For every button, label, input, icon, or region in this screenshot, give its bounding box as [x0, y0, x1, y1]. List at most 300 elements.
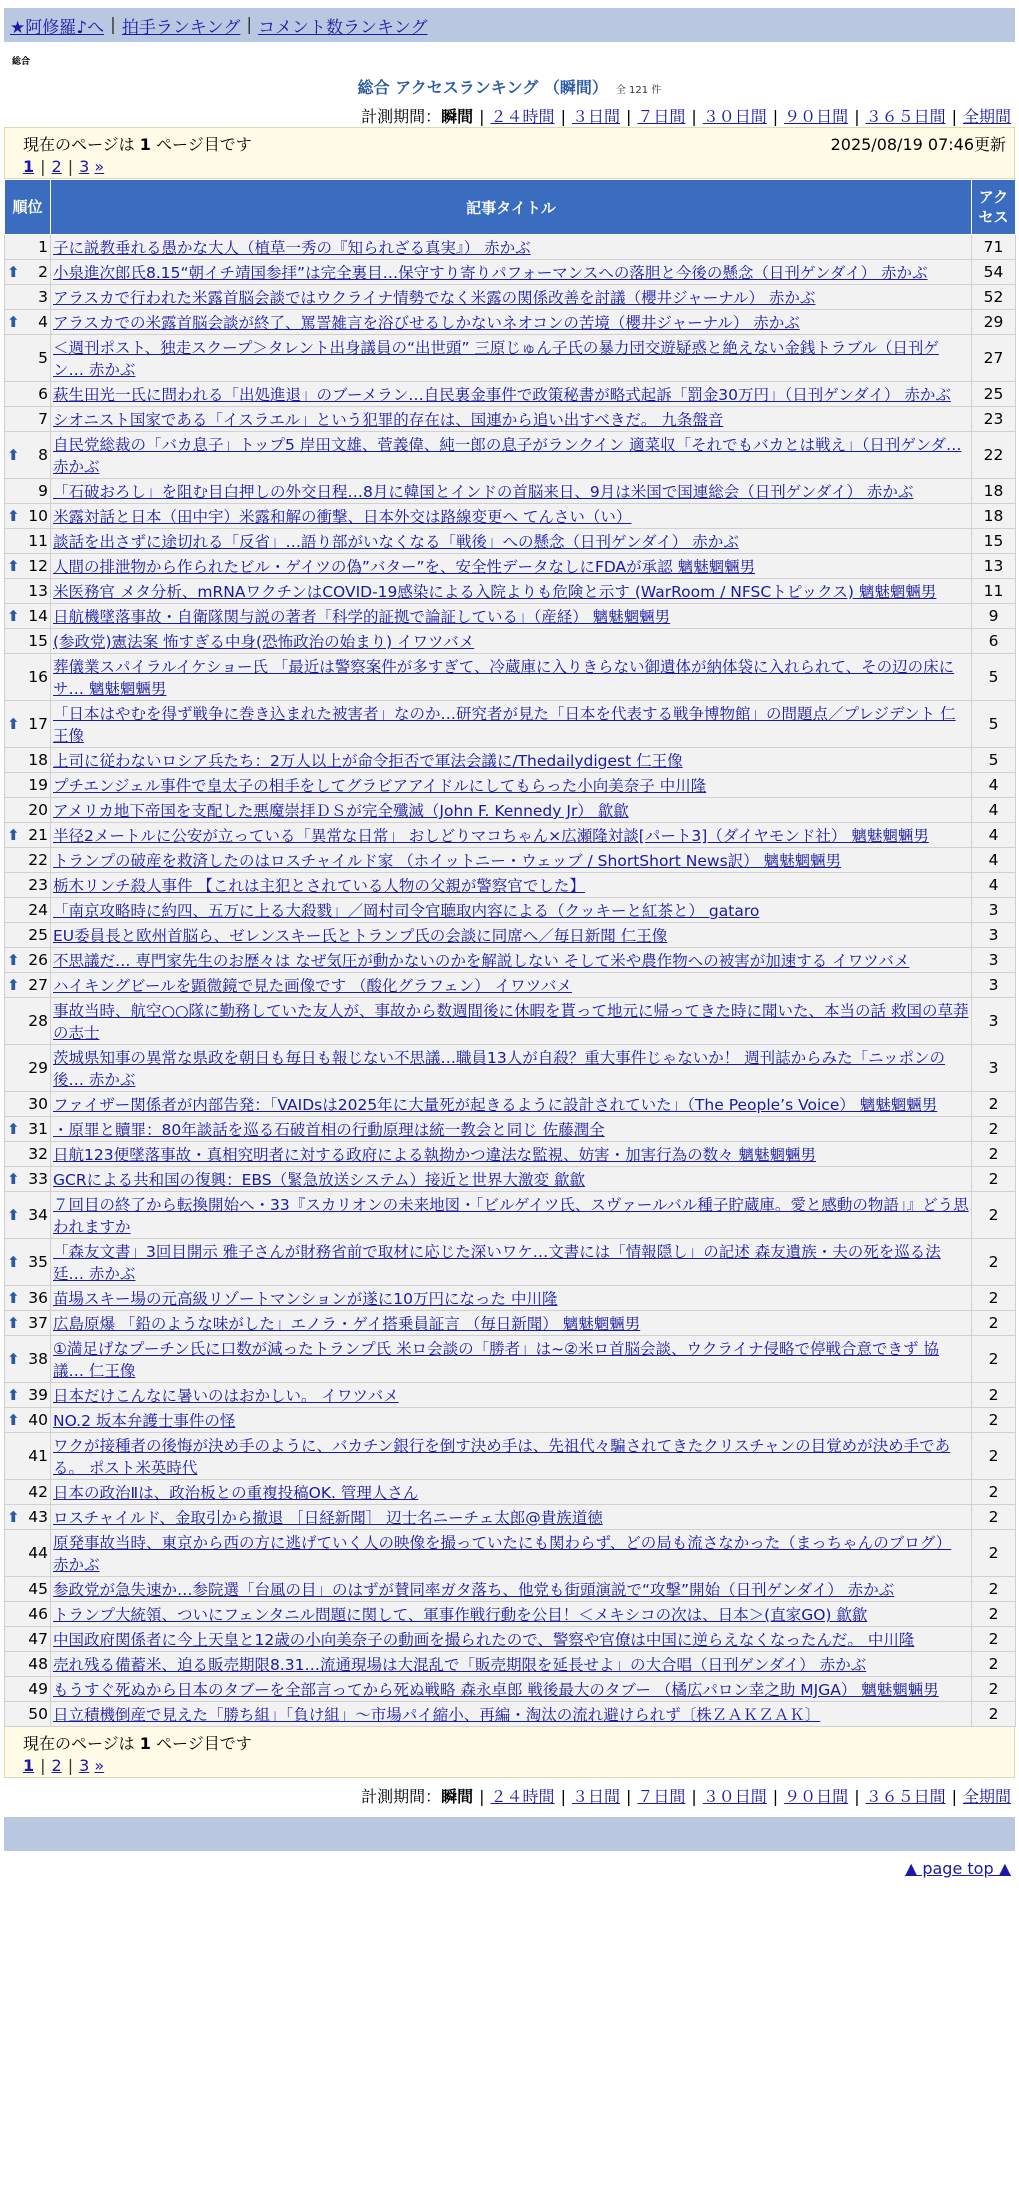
up-arrow-icon: ⬆ — [7, 1120, 20, 1138]
rank-number: 10 — [28, 507, 48, 525]
rank-cell — [5, 1505, 51, 1530]
table-row — [5, 604, 1016, 629]
period-link-1[interactable]: ３日間 — [571, 107, 620, 126]
period-link-4[interactable]: ９０日間 — [784, 1787, 849, 1806]
up-arrow-icon: ⬆ — [7, 1350, 20, 1368]
rank-cell — [5, 235, 51, 260]
access-count: 23 — [972, 407, 1016, 432]
rank-number: 36 — [28, 1289, 48, 1307]
rank-number: 20 — [28, 801, 48, 819]
period-link-6[interactable]: 全期間 — [962, 107, 1011, 126]
article-link[interactable]: ファイザー関係者が内部告発：「VAIDsは2025年に大量死が起きるように設計されていた」（The People’s Voice） 魑魅魍魎男 — [53, 1096, 938, 1114]
article-link[interactable]: 日航機墜落事故・自衛隊関与説の著者「科学的証拠で論証している」（産経） 魑魅魍魎男 — [53, 608, 671, 626]
period-separator: | — [625, 107, 632, 126]
period-separator: | — [560, 1787, 566, 1806]
up-arrow-icon: ⬆ — [7, 1170, 20, 1188]
table-row — [5, 1408, 1016, 1433]
pager-next-link[interactable]: » — [94, 1756, 105, 1775]
rank-cell — [5, 1627, 51, 1652]
page-info-row — [23, 132, 1006, 155]
rank-number: 43 — [28, 1508, 48, 1526]
article-link[interactable]: 談話を出さずに途切れる「反省」…語り部がいなくなる「戦後」への懸念（日刊ゲンダイ） 赤かぶ — [53, 533, 739, 551]
up-arrow-icon: ⬆ — [7, 607, 20, 625]
period-separator: | — [691, 107, 697, 126]
table-header-row — [5, 180, 1016, 235]
access-count: 29 — [972, 310, 1016, 335]
table-row — [5, 1577, 1016, 1602]
access-count: 4 — [972, 823, 1016, 848]
pagination — [23, 157, 1006, 176]
article-link[interactable]: 自民党総裁の「バカ息子」トップ5 岸田文雄、菅義偉、純一郎の息子がランクイン 適菜収「それでもバカとは戦え」（日刊ゲンダ… 赤かぶ — [53, 436, 962, 476]
rank-number: 30 — [28, 1095, 48, 1113]
article-link[interactable]: 小泉進次郎氏8.15“朝イチ靖国参拝”は完全裏目…保守すり寄りパフォーマンスへの落胆と今後の懸念（日刊ゲンダイ） 赤かぶ — [53, 264, 928, 282]
rank-cell — [5, 1577, 51, 1602]
article-link[interactable]: 不思議だ… 専門家先生のお歴々は なぜ気圧が動かないのかを解説しない そして米や農作物への被害が加速する イワツバメ — [53, 952, 910, 970]
access-count: 3 — [972, 923, 1016, 948]
period-separator: | — [772, 1787, 779, 1806]
article-link[interactable]: 原発事故当時、東京から西の方に逃げていく人の映像を撮っていたにも関わらず、どの局も流さなかった（まっちゃんのブログ） 赤かぶ — [53, 1534, 952, 1574]
table-row — [5, 479, 1016, 504]
access-count: 15 — [972, 529, 1016, 554]
rank-number: 42 — [28, 1483, 48, 1501]
home-link[interactable]: ★阿修羅♪へ — [10, 17, 105, 38]
rank-number: 27 — [28, 976, 48, 994]
title-cell — [51, 260, 972, 285]
period-link-3[interactable]: ３０日間 — [702, 107, 767, 126]
table-row — [5, 579, 1016, 604]
rank-number: 49 — [28, 1680, 48, 1698]
access-count: 4 — [972, 848, 1016, 873]
period-link-0[interactable]: ２４時間 — [490, 107, 555, 126]
current-page-prefix: 現在のページは — [23, 1734, 140, 1753]
title-cell — [51, 1383, 972, 1408]
article-link[interactable]: ・原罪と贖罪：80年談話を巡る石破首相の行動原理は統一教会と同じ 佐藤潤全 — [53, 1121, 605, 1139]
rank-cell — [5, 1702, 51, 1727]
pager-next-link[interactable]: » — [94, 157, 105, 176]
table-row — [5, 260, 1016, 285]
rank-cell — [5, 260, 51, 285]
article-link[interactable]: NO.2 坂本弁護士事件の怪 — [53, 1412, 236, 1430]
access-count: 2 — [972, 1383, 1016, 1408]
access-count: 2 — [972, 1092, 1016, 1117]
period-link-5[interactable]: ３６５日間 — [865, 107, 946, 126]
title-cell — [51, 923, 972, 948]
article-link[interactable]: ７回目の終了から転換開始へ・33『スカリオンの未来地図・「ビルゲイツ氏、スヴァールバル種子貯蔵庫。愛と感動の物語」』どう思われますか — [53, 1196, 969, 1236]
table-row — [5, 898, 1016, 923]
access-count: 54 — [972, 260, 1016, 285]
rank-cell — [5, 285, 51, 310]
period-label: 計測期間： — [361, 107, 442, 126]
article-link[interactable]: 苗場スキー場の元高級リゾートマンションが遂に10万円になった 中川隆 — [53, 1290, 558, 1308]
table-row — [5, 529, 1016, 554]
page-top-area — [0, 1859, 1011, 1878]
rank-number: 13 — [28, 582, 48, 600]
title-cell — [51, 773, 972, 798]
title-cell — [51, 1192, 972, 1239]
access-count: 2 — [972, 1239, 1016, 1286]
rank-cell — [5, 873, 51, 898]
article-link[interactable]: アメリカ地下帝国を支配した悪魔崇拝ＤＳが完全殲滅（John F. Kennedy Jr） 歙歙 — [53, 802, 629, 820]
rank-cell — [5, 1286, 51, 1311]
rank-cell — [5, 529, 51, 554]
table-row — [5, 432, 1016, 479]
access-count: 27 — [972, 335, 1016, 382]
article-link[interactable]: 売れ残る備蓄米、迫る販売期限8.31…流通現場は大混乱で「販売期限を延長せよ」の大合唱（日刊ゲンダイ） 赤かぶ — [53, 1656, 867, 1674]
title-cell — [51, 235, 972, 260]
article-link[interactable]: プチエンジェル事件で皇太子の相手をしてグラビアアイドルにしてもらった小向美奈子 中川隆 — [53, 777, 707, 795]
rank-cell — [5, 504, 51, 529]
rank-cell — [5, 701, 51, 748]
article-link[interactable]: シオニスト国家である「イスラエル」という犯罪的存在は、国連から追い出すべきだ。 九条盤音 — [53, 411, 724, 429]
article-link[interactable]: 米露対話と日本（田中宇）米露和解の衝撃、日本外交は路線変更へ てんさい（い） — [53, 508, 632, 526]
current-page-number: 1 — [139, 135, 151, 154]
rank-number: 9 — [38, 482, 48, 500]
title-cell — [51, 554, 972, 579]
access-count: 2 — [972, 1577, 1016, 1602]
top-nav-bar — [4, 8, 1015, 42]
pager-link-2[interactable]: 2 — [51, 1756, 62, 1775]
title-cell — [51, 1286, 972, 1311]
title-cell — [51, 479, 972, 504]
access-count: 2 — [972, 1480, 1016, 1505]
table-row — [5, 948, 1016, 973]
period-separator: | — [560, 107, 566, 126]
title-cell — [51, 432, 972, 479]
article-link[interactable]: 米医務官 メタ分析、mRNAワクチンはCOVID-19感染による入院よりも危険と示す (WarRoom / NFSCトピックス) 魑魅魍魎男 — [53, 583, 937, 601]
rank-cell — [5, 1045, 51, 1092]
rank-cell — [5, 1117, 51, 1142]
access-count: 2 — [972, 1336, 1016, 1383]
rank-cell — [5, 407, 51, 432]
pager-current-page[interactable]: 1 — [23, 157, 35, 176]
rank-cell — [5, 1142, 51, 1167]
access-count: 6 — [972, 629, 1016, 654]
access-count: 3 — [972, 948, 1016, 973]
page-title — [4, 75, 1015, 98]
table-row — [5, 504, 1016, 529]
updated-timestamp: 2025/08/19 07:46更新 — [830, 135, 1006, 154]
period-separator: | — [951, 1787, 957, 1806]
period-separator: | — [479, 1787, 485, 1806]
table-row — [5, 1505, 1016, 1530]
access-count: 9 — [972, 604, 1016, 629]
access-count: 5 — [972, 654, 1016, 701]
title-cell — [51, 604, 972, 629]
up-arrow-icon: ⬆ — [7, 1314, 20, 1332]
article-link[interactable]: 「日本はやむを得ず戦争に巻き込まれた被害者」なのか…研究者が見た「日本を代表する戦争博物館」の問題点／プレジデント 仁王像 — [53, 705, 956, 745]
title-header: 記事タイトル — [51, 180, 972, 235]
nav-separator: | — [110, 15, 116, 35]
rank-cell — [5, 923, 51, 948]
table-row — [5, 1652, 1016, 1677]
article-link[interactable]: 参政党が急失速か…参院選「台風の目」のはずが賛同率ガタ落ち、他党も街頭演説で“攻撃”開始（日刊ゲンダイ） 赤かぶ — [53, 1581, 895, 1599]
rank-cell — [5, 998, 51, 1045]
title-cell — [51, 1530, 972, 1577]
table-row — [5, 1239, 1016, 1286]
rank-cell — [5, 948, 51, 973]
rank-number: 40 — [28, 1411, 48, 1429]
access-count: 3 — [972, 998, 1016, 1045]
title-cell — [51, 1480, 972, 1505]
period-separator: | — [772, 107, 779, 126]
title-cell — [51, 1577, 972, 1602]
rank-number: 46 — [28, 1605, 48, 1623]
table-row — [5, 1286, 1016, 1311]
period-link-2[interactable]: ７日間 — [637, 107, 686, 126]
article-link[interactable]: ロスチャイルド、金取引から撤退 ［日経新聞］ 辺士名ニーチェ太郎@貴族道徳 — [53, 1509, 603, 1527]
up-arrow-icon: ⬆ — [7, 1508, 20, 1526]
access-count: 2 — [972, 1602, 1016, 1627]
applause-ranking-link[interactable]: 拍手ランキング — [121, 17, 241, 38]
title-cell — [51, 529, 972, 554]
rank-cell — [5, 554, 51, 579]
table-row — [5, 998, 1016, 1045]
rank-number: 41 — [28, 1447, 48, 1465]
article-link[interactable]: アラスカで行われた米露首脳会談ではウクライナ情勢でなく米露の関係改善を討議（櫻井ジャーナル） 赤かぶ — [53, 289, 816, 307]
title-cell — [51, 1311, 972, 1336]
title-cell — [51, 1239, 972, 1286]
current-page-prefix: 現在のページは — [23, 135, 140, 154]
pager-link-3[interactable]: 3 — [79, 1756, 90, 1775]
article-link[interactable]: 日本の政治Ⅱは、政治板との重複投稿OK. 管理人さん — [53, 1484, 419, 1502]
up-arrow-icon: ⬆ — [7, 1253, 20, 1271]
up-arrow-icon: ⬆ — [7, 1411, 20, 1429]
comment-ranking-link[interactable]: コメント数ランキング — [258, 17, 428, 38]
rank-cell — [5, 1530, 51, 1577]
up-arrow-icon: ⬆ — [7, 715, 20, 733]
title-cell — [51, 998, 972, 1045]
period-link-5[interactable]: ３６５日間 — [865, 1787, 946, 1806]
article-link[interactable]: アラスカでの米露首脳会談が終了、罵詈雑言を浴びせるしかないネオコンの苦境（櫻井ジャーナル） 赤かぶ — [53, 314, 800, 332]
ranking-table — [4, 179, 1016, 1727]
title-cell — [51, 701, 972, 748]
rank-number: 48 — [28, 1655, 48, 1673]
up-arrow-icon: ⬆ — [7, 1206, 20, 1224]
up-arrow-icon: ⬆ — [7, 1289, 20, 1307]
current-page-number: 1 — [139, 1734, 151, 1753]
rank-number: 31 — [28, 1120, 48, 1138]
period-link-0[interactable]: ２４時間 — [490, 1787, 555, 1806]
article-link[interactable]: 日立積機倒産で見えた「勝ち組」「負け組」～市場パイ縮小、再編・淘汰の流れ避けられず〔株ＺＡＫＺＡＫ〕 — [53, 1706, 821, 1724]
rank-cell — [5, 823, 51, 848]
title-cell — [51, 1117, 972, 1142]
rank-cell — [5, 1336, 51, 1383]
title-cell — [51, 873, 972, 898]
table-row — [5, 1142, 1016, 1167]
table-row — [5, 1602, 1016, 1627]
up-arrow-icon: ⬆ — [7, 507, 20, 525]
rank-cell — [5, 579, 51, 604]
access-count: 18 — [972, 504, 1016, 529]
access-count: 2 — [972, 1652, 1016, 1677]
article-link[interactable]: EU委員長と欧州首脳ら、ゼレンスキー氏とトランプ氏の会談に同席へ／毎日新聞 仁王像 — [53, 927, 668, 945]
article-link[interactable]: 日航123便墜落事故・真相究明者に対する政府による執拗かつ違法な監視、妨害・加害行為の数々 魑魅魍魎男 — [53, 1146, 817, 1164]
up-arrow-icon: ⬆ — [7, 446, 20, 464]
table-row — [5, 873, 1016, 898]
title-cell — [51, 310, 972, 335]
category-label: 総合 — [12, 57, 31, 67]
rank-number: 28 — [28, 1012, 48, 1030]
rank-number: 50 — [28, 1705, 48, 1723]
rank-number: 6 — [38, 385, 48, 403]
period-link-1[interactable]: ３日間 — [571, 1787, 620, 1806]
title-cell — [51, 823, 972, 848]
rank-number: 26 — [28, 951, 48, 969]
article-link[interactable]: 上司に従わないロシア兵たち：2万人以上が命令拒否で軍法会議に/Thedailydigest 仁王像 — [53, 752, 683, 770]
access-count: 2 — [972, 1311, 1016, 1336]
rank-number: 22 — [28, 851, 48, 869]
pager-separator: | — [67, 157, 74, 176]
page-top-link[interactable]: ▲ page top ▲ — [904, 1859, 1011, 1878]
rank-number: 37 — [28, 1314, 48, 1332]
table-row — [5, 382, 1016, 407]
article-link[interactable]: 葬儀業スパイラルイケショー氏 「最近は警察案件が多すぎて、冷蔵庫に入りきらない御遺体が納体袋に入れられて、その辺の床にサ… 魑魅魍魎男 — [53, 658, 955, 698]
article-link[interactable]: 茨城県知事の異常な県政を朝日も毎日も報じない不思議…職員13人が自殺？重大事件じゃないか！ 週刊誌からみた「ニッポンの後… 赤かぶ — [53, 1049, 946, 1089]
article-link[interactable]: 人間の排泄物から作られたビル・ゲイツの偽”バター”を、安全性データなしにFDAが承認 魑魅魍魎男 — [53, 558, 756, 576]
article-link[interactable]: 日本だけこんなに暑いのはおかしい。 イワツバメ — [53, 1387, 399, 1405]
rank-cell — [5, 798, 51, 823]
article-link[interactable]: 「森友文書」3回目開示 雅子さんが財務省前で取材に応じた深いワケ…文書には「情報隠し」の記述 森友遺族・夫の死を巡る法廷… 赤かぶ — [53, 1243, 941, 1283]
article-link[interactable]: 栃木リンチ殺人事件 【これは主犯とされている人物の父親が警察官でした】 — [53, 877, 585, 895]
table-row — [5, 848, 1016, 873]
article-link[interactable]: ①満足げなプーチン氏に口数が減ったトランプ氏 米ロ会談の「勝者」は~②米ロ首脳会談、ウクライナ侵略で停戦合意できず 協議… 仁王像 — [53, 1340, 939, 1380]
title-cell — [51, 798, 972, 823]
access-count: 2 — [972, 1702, 1016, 1727]
rank-number: 16 — [28, 668, 48, 686]
article-link[interactable]: トランプ大統領、ついにフェンタニル問題に関して、軍事作戦行動を公目！＜メキシコの次は、日本＞(直家GO) 歙歙 — [53, 1606, 868, 1624]
rank-number: 19 — [28, 776, 48, 794]
title-cell — [51, 1505, 972, 1530]
article-link[interactable]: 事故当時、航空○○隊に勤務していた友人が、事故から数週間後に休暇を貰って地元に帰ってきた時に聞いた、本当の話 救国の草莽の志士 — [53, 1002, 969, 1042]
rank-cell — [5, 1092, 51, 1117]
title-cell — [51, 335, 972, 382]
title-cell — [51, 1092, 972, 1117]
rank-number: 32 — [28, 1145, 48, 1163]
title-cell — [51, 579, 972, 604]
title-cell — [51, 654, 972, 701]
article-link[interactable]: 半径2メートルに公安が立っている「異常な日常」 おしどりマコちゃん×広瀬隆対談[パート3]（ダイヤモンド社） 魑魅魍魎男 — [53, 827, 929, 845]
period-separator: | — [625, 1787, 632, 1806]
pager-separator: | — [40, 1756, 46, 1775]
rank-cell — [5, 1311, 51, 1336]
rank-cell — [5, 479, 51, 504]
period-link-2[interactable]: ７日間 — [637, 1787, 686, 1806]
rank-number: 18 — [28, 751, 48, 769]
access-count: 2 — [972, 1286, 1016, 1311]
article-link[interactable]: 中国政府関係者に今上天皇と12歳の小向美奈子の動画を撮られたので、警察や官僚は中国に逆らえなくなったんだ。 中川隆 — [53, 1631, 915, 1649]
rank-cell — [5, 604, 51, 629]
article-link[interactable]: 「石破おろし」を阻む目白押しの外交日程…8月に韓国とインドの首脳来日、9月は米国で国連総会（日刊ゲンダイ） 赤かぶ — [53, 483, 914, 501]
title-cell — [51, 748, 972, 773]
table-row — [5, 654, 1016, 701]
article-link[interactable]: ＜週刊ポスト、独走スクープ＞タレント出身議員の“出世頭” 三原じゅん子氏の暴力団交遊疑惑と絶えない金銭トラブル（日刊ゲン… 赤かぶ — [53, 339, 939, 379]
up-arrow-icon: ⬆ — [7, 557, 20, 575]
rank-header — [5, 180, 51, 235]
ranking-table-body — [5, 235, 1016, 1727]
access-count: 18 — [972, 479, 1016, 504]
rank-cell — [5, 1192, 51, 1239]
pager-link-3[interactable]: 3 — [79, 157, 90, 176]
access-count: 3 — [972, 898, 1016, 923]
article-link[interactable]: 子に説教垂れる愚かな大人（植草一秀の『知られざる真実』） 赤かぶ — [53, 239, 531, 257]
title-cell — [51, 1045, 972, 1092]
article-link[interactable]: トランプの破産を救済したのはロスチャイルド家 （ホイットニー・ウェッブ / ShortShort News訳） 魑魅魍魎男 — [53, 852, 842, 870]
article-link[interactable]: もうすぐ死ぬから日本のタブーを全部言ってから死ぬ戦略 森永卓郎 戦後最大のタブー （橘広パロン幸之助 MJGA） 魑魅魍魎男 — [53, 1681, 939, 1699]
nav-separator: | — [246, 15, 253, 35]
period-label: 計測期間： — [361, 1787, 442, 1806]
rank-number: 47 — [28, 1630, 48, 1648]
rank-cell — [5, 898, 51, 923]
access-count: 4 — [972, 798, 1016, 823]
period-link-4[interactable]: ９０日間 — [784, 107, 849, 126]
table-row — [5, 1311, 1016, 1336]
table-row — [5, 1383, 1016, 1408]
article-link[interactable]: 萩生田光一氏に問われる「出処進退」のブーメラン…自民裏金事件で政策秘書が略式起訴「罰金30万円」（日刊ゲンダイ） 赤かぶ — [53, 386, 951, 404]
access-count: 11 — [972, 579, 1016, 604]
rank-cell — [5, 1167, 51, 1192]
period-separator: | — [854, 1787, 860, 1806]
access-count: 2 — [972, 1167, 1016, 1192]
period-separator: | — [951, 107, 957, 126]
title-cell — [51, 285, 972, 310]
pager-link-2[interactable]: 2 — [51, 157, 62, 176]
article-link[interactable]: ハイキングビールを顕微鏡で見た画像です （酸化グラフェン） イワツバメ — [53, 977, 572, 995]
article-link[interactable]: ワクが接種者の後悔が決め手のように、バカチン銀行を倒す決め手は、先祖代々騙されてきたクリスチャンの目覚めが決め手である。 ポスト米英時代 — [53, 1437, 951, 1477]
rank-number: 11 — [28, 532, 48, 550]
period-selector-bottom — [4, 1784, 1015, 1807]
title-cell — [51, 504, 972, 529]
access-count: 2 — [972, 1142, 1016, 1167]
period-link-6[interactable]: 全期間 — [962, 1787, 1011, 1806]
rank-cell — [5, 629, 51, 654]
rank-cell — [5, 1480, 51, 1505]
table-row — [5, 773, 1016, 798]
table-row — [5, 748, 1016, 773]
rank-cell — [5, 973, 51, 998]
pager-separator: | — [40, 157, 46, 176]
table-row — [5, 1433, 1016, 1480]
page-info-top — [4, 127, 1015, 179]
access-count: 71 — [972, 235, 1016, 260]
title-cell — [51, 1652, 972, 1677]
period-current: 瞬間 — [441, 1787, 474, 1806]
period-selector-top — [4, 104, 1015, 127]
article-link[interactable]: 「南京攻略時に約四、五万に上る大殺戮」／岡村司令官聴取内容による（クッキーと紅茶と） gataro — [53, 902, 760, 920]
rank-number: 38 — [28, 1350, 48, 1368]
pager-current-page[interactable]: 1 — [23, 1756, 35, 1775]
current-page-text — [23, 1731, 252, 1754]
table-row — [5, 335, 1016, 382]
period-current: 瞬間 — [441, 107, 474, 126]
table-row — [5, 798, 1016, 823]
table-row — [5, 1336, 1016, 1383]
article-link[interactable]: (参政党)憲法案 怖すぎる中身(恐怖政治の始まり) イワツバメ — [53, 633, 475, 651]
rank-cell — [5, 432, 51, 479]
title-cell — [51, 848, 972, 873]
rank-number: 24 — [28, 901, 48, 919]
bottom-bar — [4, 1817, 1015, 1851]
up-arrow-icon: ⬆ — [7, 263, 20, 281]
access-count: 2 — [972, 1505, 1016, 1530]
access-count: 3 — [972, 1045, 1016, 1092]
article-link[interactable]: GCRによる共和国の復興：EBS（緊急放送システム）接近と世界大激変 歙歙 — [53, 1171, 585, 1189]
rank-number: 21 — [28, 826, 48, 844]
access-count: 25 — [972, 382, 1016, 407]
article-link[interactable]: 広島原爆 「鉛のような味がした」エノラ・ゲイ搭乗員証言 （毎日新聞） 魑魅魍魎男 — [53, 1315, 641, 1333]
rank-cell — [5, 1677, 51, 1702]
period-link-3[interactable]: ３０日間 — [702, 1787, 767, 1806]
table-row — [5, 1530, 1016, 1577]
